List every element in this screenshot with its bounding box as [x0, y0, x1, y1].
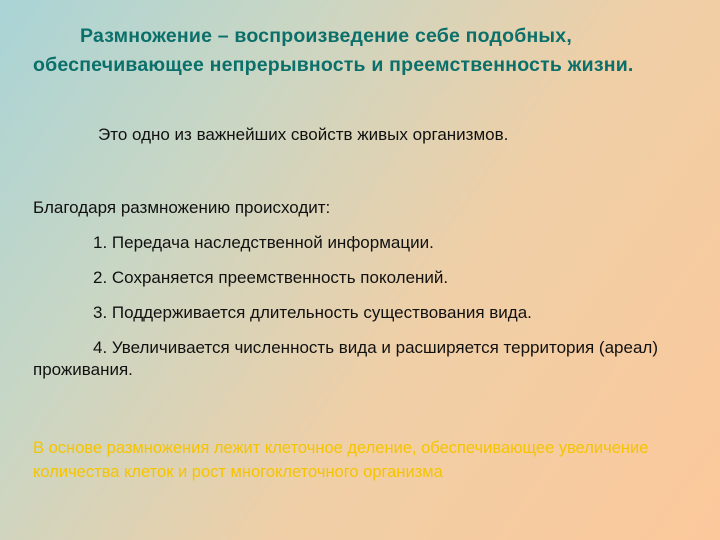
slide-title: Размножение – воспроизведение себе подобных, обеспечивающее непрерывность и преемственность жизни. — [33, 25, 634, 76]
list-item: 1. Передача наследственной информации. — [93, 233, 434, 252]
list-item: 4. Увеличивается численность вида и расширяется территория (ареал) проживания. — [33, 338, 658, 379]
consequences-list — [33, 232, 703, 394]
list-item: 2. Сохраняется преемственность поколений. — [93, 268, 449, 287]
slide-subtitle: Это одно из важнейших свойств живых организмов. — [98, 125, 509, 144]
list-item: 3. Поддерживается длительность существования вида. — [93, 303, 532, 322]
highlight-note: В основе размножения лежит клеточное деление, обеспечивающее увеличение количества клеток и рост многоклеточного организма — [33, 439, 649, 481]
list-intro: Благодаря размножению происходит: — [33, 198, 331, 217]
